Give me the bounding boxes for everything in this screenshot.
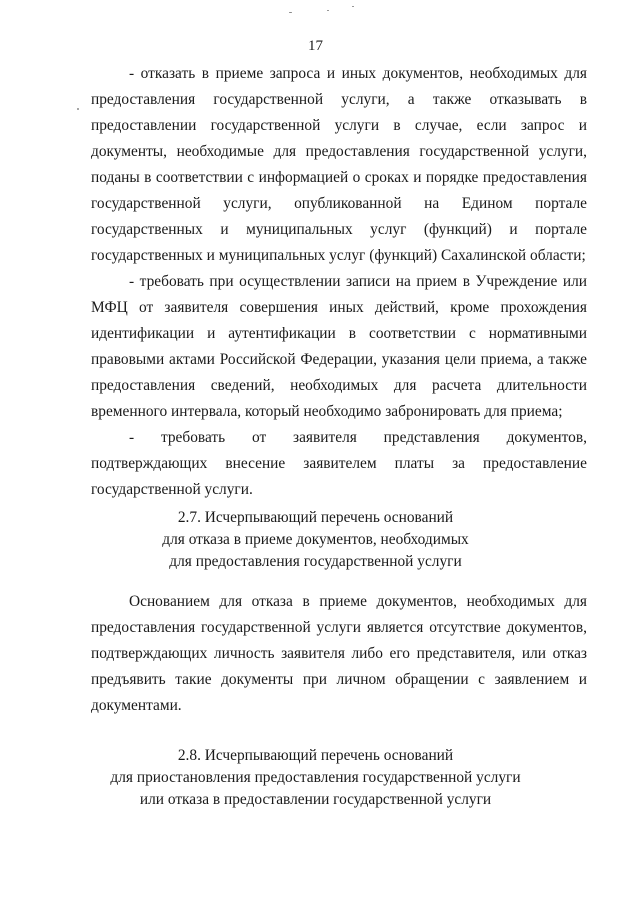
section-2-6-list xyxy=(91,61,587,503)
heading-line: 2.8. Исчерпывающий перечень оснований xyxy=(177,747,454,764)
section-2-7-body xyxy=(91,589,587,719)
heading-line: 2.7. Исчерпывающий перечень оснований xyxy=(177,509,454,526)
heading-line: или отказа в предоставлении государственной услуги xyxy=(139,791,492,808)
scan-speck xyxy=(289,12,292,13)
scan-speck xyxy=(77,108,79,110)
scan-speck xyxy=(327,10,329,11)
page-number: 17 xyxy=(308,38,323,54)
heading-line: для предоставления государственной услуги xyxy=(169,553,462,570)
section-2-7-heading xyxy=(0,507,631,573)
list-item: - требовать от заявителя представления документов, подтверждающих внесение заявителем платы за предоставление государственной услуги. xyxy=(91,429,587,498)
section-2-8-heading xyxy=(0,745,631,811)
list-item: - требовать при осуществлении записи на прием в Учреждение или МФЦ от заявителя совершения иных действий, кроме прохождения идентификации и аутентификации в соответствии с нормативными правовыми актами Российской Федерации, указания цели приема, а также предоставления сведений, необходимых для расчета длительности временного интервала, который необходимо забронировать для приема; xyxy=(91,273,587,420)
list-item: - отказать в приеме запроса и иных документов, необходимых для предоставления государственной услуги, а также отказывать в предоставлении государственной услуги в случае, если запрос и документы, необходимые для предоставления государственной услуги, поданы в соответствии с информацией о сроках и порядке предоставления государственной услуги, опубликованной на Едином портале государственных и муниципальных услуг (функций) и портале государственных и муниципальных услуг (функций) Сахалинской области; xyxy=(91,65,587,264)
heading-line: для приостановления предоставления государственной услуги xyxy=(110,769,521,786)
scan-speck xyxy=(352,6,354,7)
heading-line: для отказа в приеме документов, необходимых xyxy=(162,531,469,548)
paragraph: Основанием для отказа в приеме документов, необходимых для предоставления государственной услуги является отсутствие документов, подтверждающих личность заявителя либо его представителя, или отказ предъявить такие документы при личном обращении с заявлением и документами. xyxy=(91,593,587,714)
